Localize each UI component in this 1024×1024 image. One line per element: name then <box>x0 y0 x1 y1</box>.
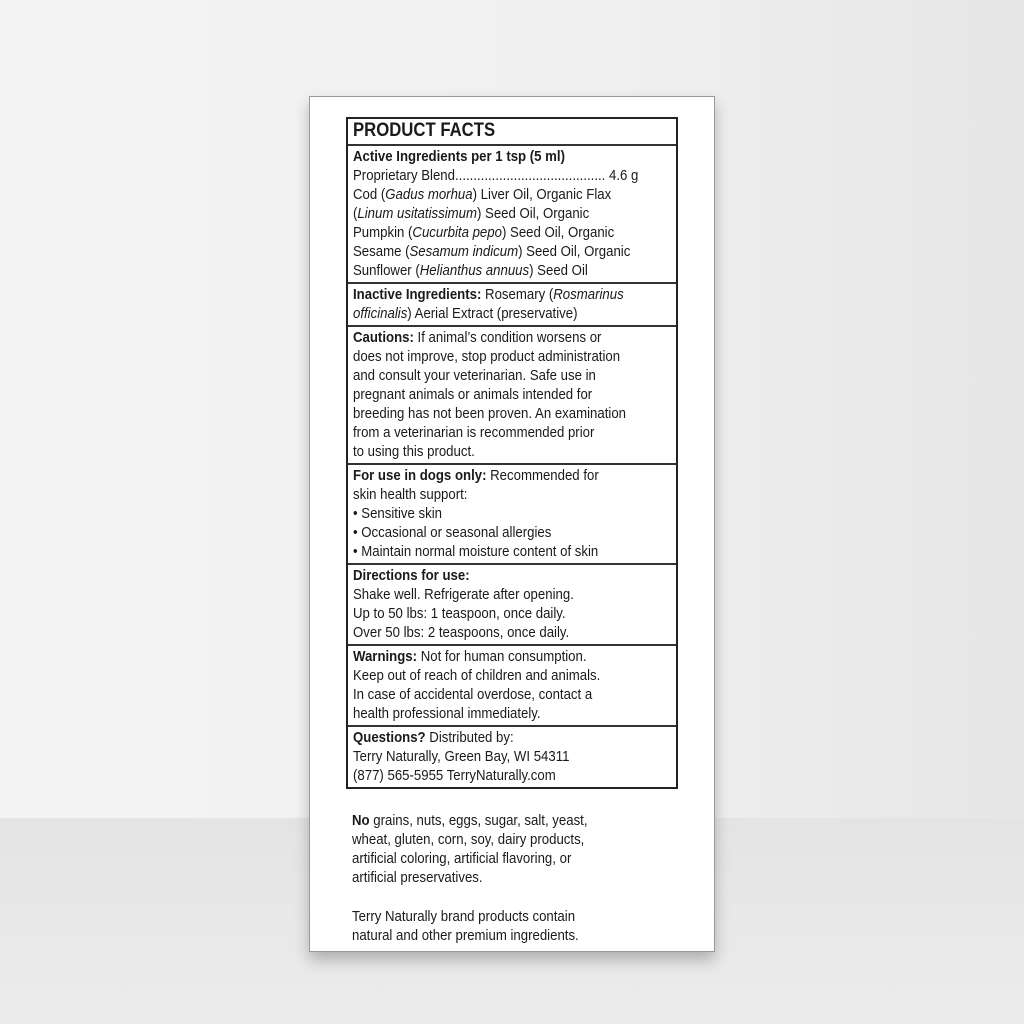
bold-label: Inactive Ingredients: <box>353 286 482 303</box>
text-segment: artificial coloring, artificial flavoring, or <box>352 850 572 867</box>
text-segment: ) Seed Oil <box>529 262 588 279</box>
text-line <box>353 766 633 785</box>
section-inactive-ingredients <box>348 282 676 325</box>
italic-text: Rosmarinus <box>553 286 624 303</box>
text-line <box>352 907 651 926</box>
text-segment: • Occasional or seasonal allergies <box>353 524 552 541</box>
text-line <box>352 849 651 868</box>
text-segment: ) Aerial Extract (preservative) <box>407 305 578 322</box>
section-warnings <box>348 644 676 725</box>
text-segment: Up to 50 lbs: 1 teaspoon, once daily. <box>353 605 566 622</box>
text-line <box>353 304 633 323</box>
text-line <box>353 223 633 242</box>
text-line <box>353 166 639 185</box>
text-line <box>353 523 633 542</box>
text-segment: ) Seed Oil, Organic <box>518 243 631 260</box>
text-line <box>353 623 633 642</box>
text-line <box>353 242 633 261</box>
text-segment: • Sensitive skin <box>353 505 443 522</box>
italic-text: officinalis <box>353 305 408 322</box>
text-line <box>353 747 633 766</box>
text-line <box>353 185 633 204</box>
text-line <box>353 504 633 523</box>
bold-label: Warnings: <box>353 648 418 665</box>
text-line <box>353 542 633 561</box>
section-usage <box>348 463 676 563</box>
product-label-panel <box>309 96 715 952</box>
text-line <box>353 585 633 604</box>
text-segment: Recommended for <box>486 467 599 484</box>
text-line <box>353 647 633 666</box>
text-line <box>352 868 651 887</box>
text-segment: and consult your veterinarian. Safe use in <box>353 367 596 384</box>
text-line <box>352 830 651 849</box>
text-segment: (877) 565-5955 TerryNaturally.com <box>353 767 556 784</box>
text-segment: breeding has not been proven. An examination <box>353 405 627 422</box>
text-line <box>353 442 633 461</box>
product-facts-table <box>346 117 678 789</box>
text-segment: health professional immediately. <box>353 705 541 722</box>
text-line <box>353 728 633 747</box>
text-segment: Not for human consumption. <box>417 648 587 665</box>
text-segment: natural and other premium ingredients. <box>352 927 579 944</box>
text-line <box>353 147 633 166</box>
text-segment: In case of accidental overdose, contact a <box>353 686 593 703</box>
text-line <box>353 347 633 366</box>
text-segment: does not improve, stop product administration <box>353 348 621 365</box>
text-segment: ( <box>353 205 358 222</box>
text-segment: skin health support: <box>353 486 468 503</box>
text-line <box>353 204 633 223</box>
text-line <box>353 466 633 485</box>
text-line <box>353 328 633 347</box>
bold-label: Cautions: <box>353 329 414 346</box>
free-from-statement <box>352 811 692 887</box>
brand-note <box>352 907 692 945</box>
text-segment: Over 50 lbs: 2 teaspoons, once daily. <box>353 624 570 641</box>
section-cautions <box>348 325 676 463</box>
product-facts-title: PRODUCT FACTS <box>353 120 496 141</box>
text-segment: Distributed by: <box>425 729 514 746</box>
text-line <box>353 704 633 723</box>
bold-label: Directions for use: <box>353 567 470 584</box>
product-facts-header <box>348 119 676 144</box>
text-segment: Pumpkin ( <box>353 224 413 241</box>
text-segment: ) Seed Oil, Organic <box>476 205 590 222</box>
text-segment: to using this product. <box>353 443 475 460</box>
text-segment: Proprietary Blend......................................... 4.6 g <box>353 167 639 184</box>
text-line <box>353 423 633 442</box>
text-line <box>353 666 633 685</box>
text-line <box>352 811 651 830</box>
italic-text: Sesamum indicum <box>409 243 519 260</box>
text-line <box>353 485 633 504</box>
text-segment: Terry Naturally, Green Bay, WI 54311 <box>353 748 570 765</box>
text-segment: ) Seed Oil, Organic <box>501 224 615 241</box>
italic-text: Helianthus annuus <box>419 262 530 279</box>
text-line <box>353 385 633 404</box>
text-line <box>353 366 633 385</box>
text-segment: wheat, gluten, corn, soy, dairy products, <box>352 831 585 848</box>
text-segment: grains, nuts, eggs, sugar, salt, yeast, <box>369 812 588 829</box>
text-segment: from a veterinarian is recommended prior <box>353 424 595 441</box>
section-questions <box>348 725 676 787</box>
text-segment: Sunflower ( <box>353 262 420 279</box>
bold-label: Questions? <box>353 729 426 746</box>
text-segment: Keep out of reach of children and animals. <box>353 667 601 684</box>
italic-text: Cucurbita pepo <box>412 224 502 241</box>
text-line <box>353 404 633 423</box>
text-segment: Cod ( <box>353 186 386 203</box>
text-line <box>353 566 633 585</box>
text-segment: Terry Naturally brand products contain <box>352 908 576 925</box>
text-segment: If animal’s condition worsens or <box>413 329 602 346</box>
text-segment: ) Liver Oil, Organic Flax <box>472 186 612 203</box>
italic-text: Gadus morhua <box>385 186 473 203</box>
text-segment: artificial preservatives. <box>352 869 483 886</box>
text-line <box>353 285 633 304</box>
bold-label: For use in dogs only: <box>353 467 487 484</box>
text-line <box>353 604 633 623</box>
text-segment: Shake well. Refrigerate after opening. <box>353 586 574 603</box>
text-line <box>352 926 651 945</box>
text-line <box>353 261 633 280</box>
bold-label: No <box>352 812 370 829</box>
text-segment: Sesame ( <box>353 243 410 260</box>
bold-label: Active Ingredients per 1 tsp (5 ml) <box>353 148 565 165</box>
text-segment: pregnant animals or animals intended for <box>353 386 593 403</box>
section-active-ingredients <box>348 144 676 282</box>
text-segment: • Maintain normal moisture content of skin <box>353 543 599 560</box>
text-segment: Rosemary ( <box>481 286 554 303</box>
text-line <box>353 685 633 704</box>
section-directions <box>348 563 676 644</box>
italic-text: Linum usitatissimum <box>357 205 477 222</box>
